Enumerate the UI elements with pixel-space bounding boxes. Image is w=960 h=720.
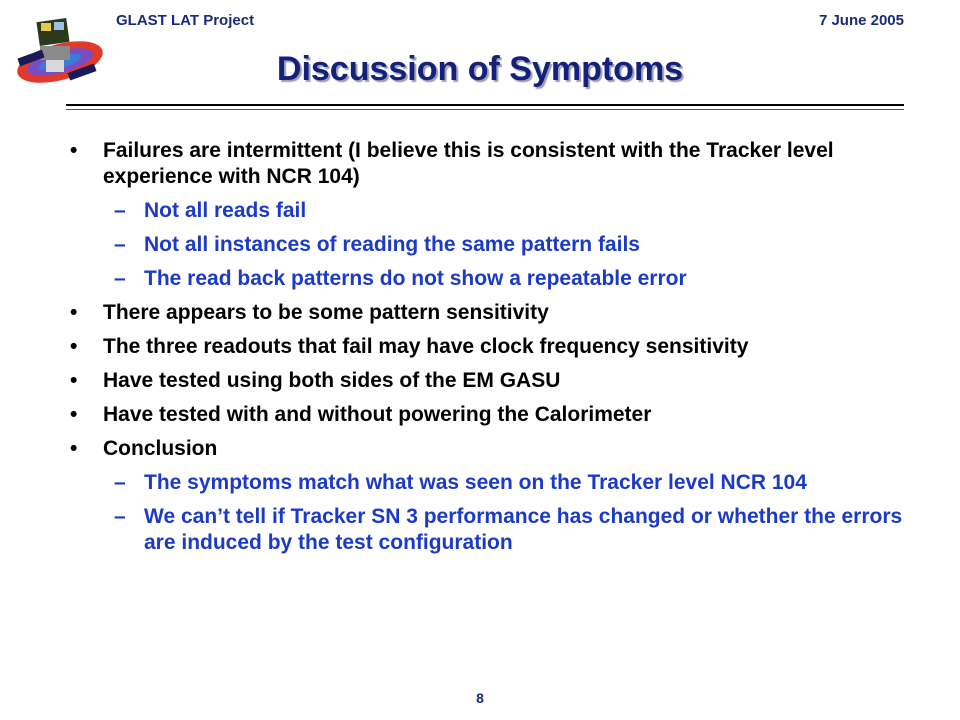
sub-bullet-text: Not all reads fail: [144, 199, 307, 222]
bullet-text: The three readouts that fail may have clock frequency sensitivity: [103, 335, 749, 358]
sub-bullet-text: The symptoms match what was seen on the Tracker level NCR 104: [144, 471, 807, 494]
title-divider-thin: [66, 109, 904, 110]
bullet-marker: •: [70, 335, 78, 358]
dash-marker: –: [114, 471, 126, 494]
dash-marker: –: [114, 267, 126, 290]
sub-bullet-text: The read back patterns do not show a repeatable error: [144, 267, 687, 290]
slide-body: [66, 138, 906, 564]
dash-marker: –: [114, 505, 126, 528]
bullet-text: Conclusion: [103, 437, 218, 460]
dash-marker: –: [114, 233, 126, 256]
bullet-marker: •: [70, 437, 78, 460]
bullet-item: [66, 300, 906, 326]
presentation-date: 7 June 2005: [818, 12, 904, 29]
page-number: 8: [476, 690, 484, 706]
slide-title: Discussion of Symptoms: [276, 50, 684, 88]
sub-bullet-item: [66, 266, 906, 292]
bullet-item: [66, 334, 906, 360]
bullet-item: [66, 436, 906, 462]
bullet-marker: •: [70, 369, 78, 392]
project-name: GLAST LAT Project: [116, 12, 255, 29]
bullet-text: There appears to be some pattern sensitivity: [103, 301, 549, 324]
bullet-text: Have tested using both sides of the EM GASU: [103, 369, 561, 392]
sub-bullet-text: Not all instances of reading the same pattern fails: [144, 233, 640, 256]
bullet-text: Failures are intermittent (I believe this is consistent with the Tracker level experience with NCR 104): [103, 139, 834, 188]
sub-bullet-item: [66, 198, 906, 224]
bullet-item: [66, 402, 906, 428]
bullet-marker: •: [70, 403, 78, 426]
bullet-item: [66, 138, 906, 190]
bullet-marker: •: [70, 139, 78, 162]
sub-bullet-item: [66, 232, 906, 258]
bullet-text: Have tested with and without powering the Calorimeter: [103, 403, 652, 426]
bullet-marker: •: [70, 301, 78, 324]
sub-bullet-text: We can’t tell if Tracker SN 3 performance has changed or whether the errors are induced by the test configuration: [144, 505, 903, 554]
sub-bullet-item: [66, 470, 906, 496]
sub-bullet-item: [66, 504, 906, 556]
dash-marker: –: [114, 199, 126, 222]
title-divider: [66, 104, 904, 106]
bullet-item: [66, 368, 906, 394]
